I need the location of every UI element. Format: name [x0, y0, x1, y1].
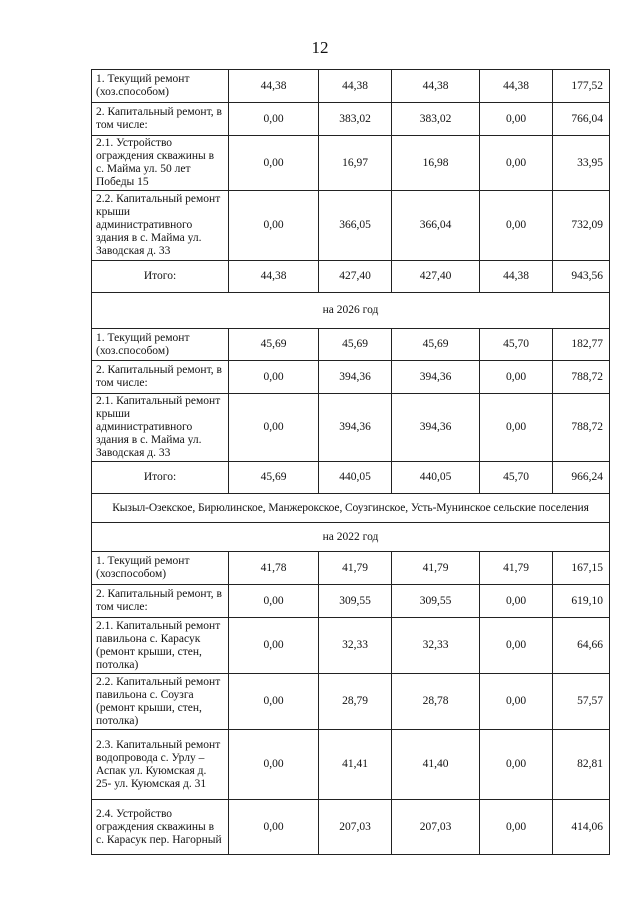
value-cell: 440,05: [392, 462, 480, 494]
value-cell: 0,00: [480, 730, 553, 800]
value-cell: 394,36: [392, 394, 480, 462]
value-cell: 766,04: [553, 103, 610, 136]
value-cell: 0,00: [480, 585, 553, 618]
value-cell: 41,79: [392, 552, 480, 585]
row-label: 2.1. Капитальный ремонт павильона с. Карасук (ремонт крыши, стен, потолка): [92, 618, 229, 674]
value-cell: 966,24: [553, 462, 610, 494]
row-label: 2.3. Капитальный ремонт водопровода с. Урлу – Аспак ул. Куюмская д. 25- ул. Куюмская д. 31: [92, 730, 229, 800]
value-cell: 0,00: [229, 191, 319, 261]
table-row: [92, 552, 610, 585]
row-label: 2.1. Устройство ограждения скважины в с. Майма ул. 50 лет Победы 15: [92, 136, 229, 191]
row-label: 2. Капитальный ремонт, в том числе:: [92, 103, 229, 136]
table-row: [92, 103, 610, 136]
row-label: 2.2. Капитальный ремонт крыши административного здания в с. Майма ул. Заводская д. 33: [92, 191, 229, 261]
row-label: 1. Текущий ремонт (хоз.способом): [92, 70, 229, 103]
value-cell: 207,03: [319, 800, 392, 855]
value-cell: 41,41: [319, 730, 392, 800]
section-heading: на 2022 год: [92, 523, 610, 552]
value-cell: 177,52: [553, 70, 610, 103]
total-row: [92, 261, 610, 293]
value-cell: 45,69: [319, 329, 392, 361]
table-row: [92, 361, 610, 394]
value-cell: 44,38: [480, 70, 553, 103]
value-cell: 32,33: [392, 618, 480, 674]
value-cell: 366,04: [392, 191, 480, 261]
value-cell: 0,00: [229, 800, 319, 855]
value-cell: 45,70: [480, 462, 553, 494]
total-label: Итого:: [92, 261, 229, 293]
value-cell: 16,98: [392, 136, 480, 191]
table-body: [92, 70, 610, 855]
value-cell: 309,55: [319, 585, 392, 618]
table-row: [92, 585, 610, 618]
value-cell: 45,69: [392, 329, 480, 361]
value-cell: 44,38: [229, 261, 319, 293]
value-cell: 41,78: [229, 552, 319, 585]
row-label: 1. Текущий ремонт (хозспособом): [92, 552, 229, 585]
value-cell: 0,00: [480, 618, 553, 674]
value-cell: 182,77: [553, 329, 610, 361]
row-label: 2. Капитальный ремонт, в том числе:: [92, 585, 229, 618]
section-heading: Кызыл-Озекское, Бирюлинское, Манжерокское, Соузгинское, Усть-Мунинское сельские поселения: [92, 494, 610, 523]
value-cell: 45,70: [480, 329, 553, 361]
value-cell: 619,10: [553, 585, 610, 618]
table-row: [92, 136, 610, 191]
table-row: [92, 191, 610, 261]
value-cell: 82,81: [553, 730, 610, 800]
table-row: [92, 70, 610, 103]
value-cell: 309,55: [392, 585, 480, 618]
value-cell: 0,00: [480, 136, 553, 191]
value-cell: 41,79: [319, 552, 392, 585]
page-number: 12: [311, 38, 329, 57]
value-cell: 0,00: [480, 394, 553, 462]
table-row: [92, 618, 610, 674]
value-cell: 366,05: [319, 191, 392, 261]
value-cell: 383,02: [392, 103, 480, 136]
value-cell: 0,00: [480, 103, 553, 136]
section-row: [92, 494, 610, 523]
value-cell: 394,36: [319, 361, 392, 394]
value-cell: 33,95: [553, 136, 610, 191]
value-cell: 64,66: [553, 618, 610, 674]
value-cell: 943,56: [553, 261, 610, 293]
value-cell: 28,79: [319, 674, 392, 730]
row-label: 2.1. Капитальный ремонт крыши административного здания в с. Майма ул. Заводская д. 33: [92, 394, 229, 462]
section-row: [92, 523, 610, 552]
value-cell: 57,57: [553, 674, 610, 730]
value-cell: 0,00: [480, 361, 553, 394]
value-cell: 0,00: [229, 394, 319, 462]
value-cell: 0,00: [229, 674, 319, 730]
budget-table: [91, 69, 610, 855]
value-cell: 394,36: [392, 361, 480, 394]
row-label: 2. Капитальный ремонт, в том числе:: [92, 361, 229, 394]
value-cell: 28,78: [392, 674, 480, 730]
value-cell: 41,79: [480, 552, 553, 585]
value-cell: 427,40: [392, 261, 480, 293]
value-cell: 45,69: [229, 462, 319, 494]
value-cell: 16,97: [319, 136, 392, 191]
value-cell: 427,40: [319, 261, 392, 293]
value-cell: 44,38: [229, 70, 319, 103]
value-cell: 0,00: [229, 585, 319, 618]
value-cell: 0,00: [480, 800, 553, 855]
value-cell: 167,15: [553, 552, 610, 585]
value-cell: 394,36: [319, 394, 392, 462]
table-row: [92, 800, 610, 855]
value-cell: 0,00: [480, 191, 553, 261]
table-row: [92, 329, 610, 361]
total-label: Итого:: [92, 462, 229, 494]
value-cell: 0,00: [229, 103, 319, 136]
row-label: 1. Текущий ремонт (хоз.способом): [92, 329, 229, 361]
value-cell: 45,69: [229, 329, 319, 361]
total-row: [92, 462, 610, 494]
table-row: [92, 674, 610, 730]
value-cell: 0,00: [480, 674, 553, 730]
value-cell: 383,02: [319, 103, 392, 136]
value-cell: 414,06: [553, 800, 610, 855]
value-cell: 44,38: [392, 70, 480, 103]
value-cell: 732,09: [553, 191, 610, 261]
value-cell: 0,00: [229, 136, 319, 191]
value-cell: 207,03: [392, 800, 480, 855]
row-label: 2.2. Капитальный ремонт павильона с. Соузга (ремонт крыши, стен, потолка): [92, 674, 229, 730]
value-cell: 0,00: [229, 618, 319, 674]
value-cell: 44,38: [319, 70, 392, 103]
value-cell: 44,38: [480, 261, 553, 293]
value-cell: 788,72: [553, 361, 610, 394]
value-cell: 32,33: [319, 618, 392, 674]
section-heading: на 2026 год: [92, 293, 610, 329]
value-cell: 440,05: [319, 462, 392, 494]
table-row: [92, 394, 610, 462]
row-label: 2.4. Устройство ограждения скважины в с. Карасук пер. Нагорный: [92, 800, 229, 855]
section-row: [92, 293, 610, 329]
value-cell: 0,00: [229, 730, 319, 800]
value-cell: 41,40: [392, 730, 480, 800]
value-cell: 788,72: [553, 394, 610, 462]
value-cell: 0,00: [229, 361, 319, 394]
table-row: [92, 730, 610, 800]
